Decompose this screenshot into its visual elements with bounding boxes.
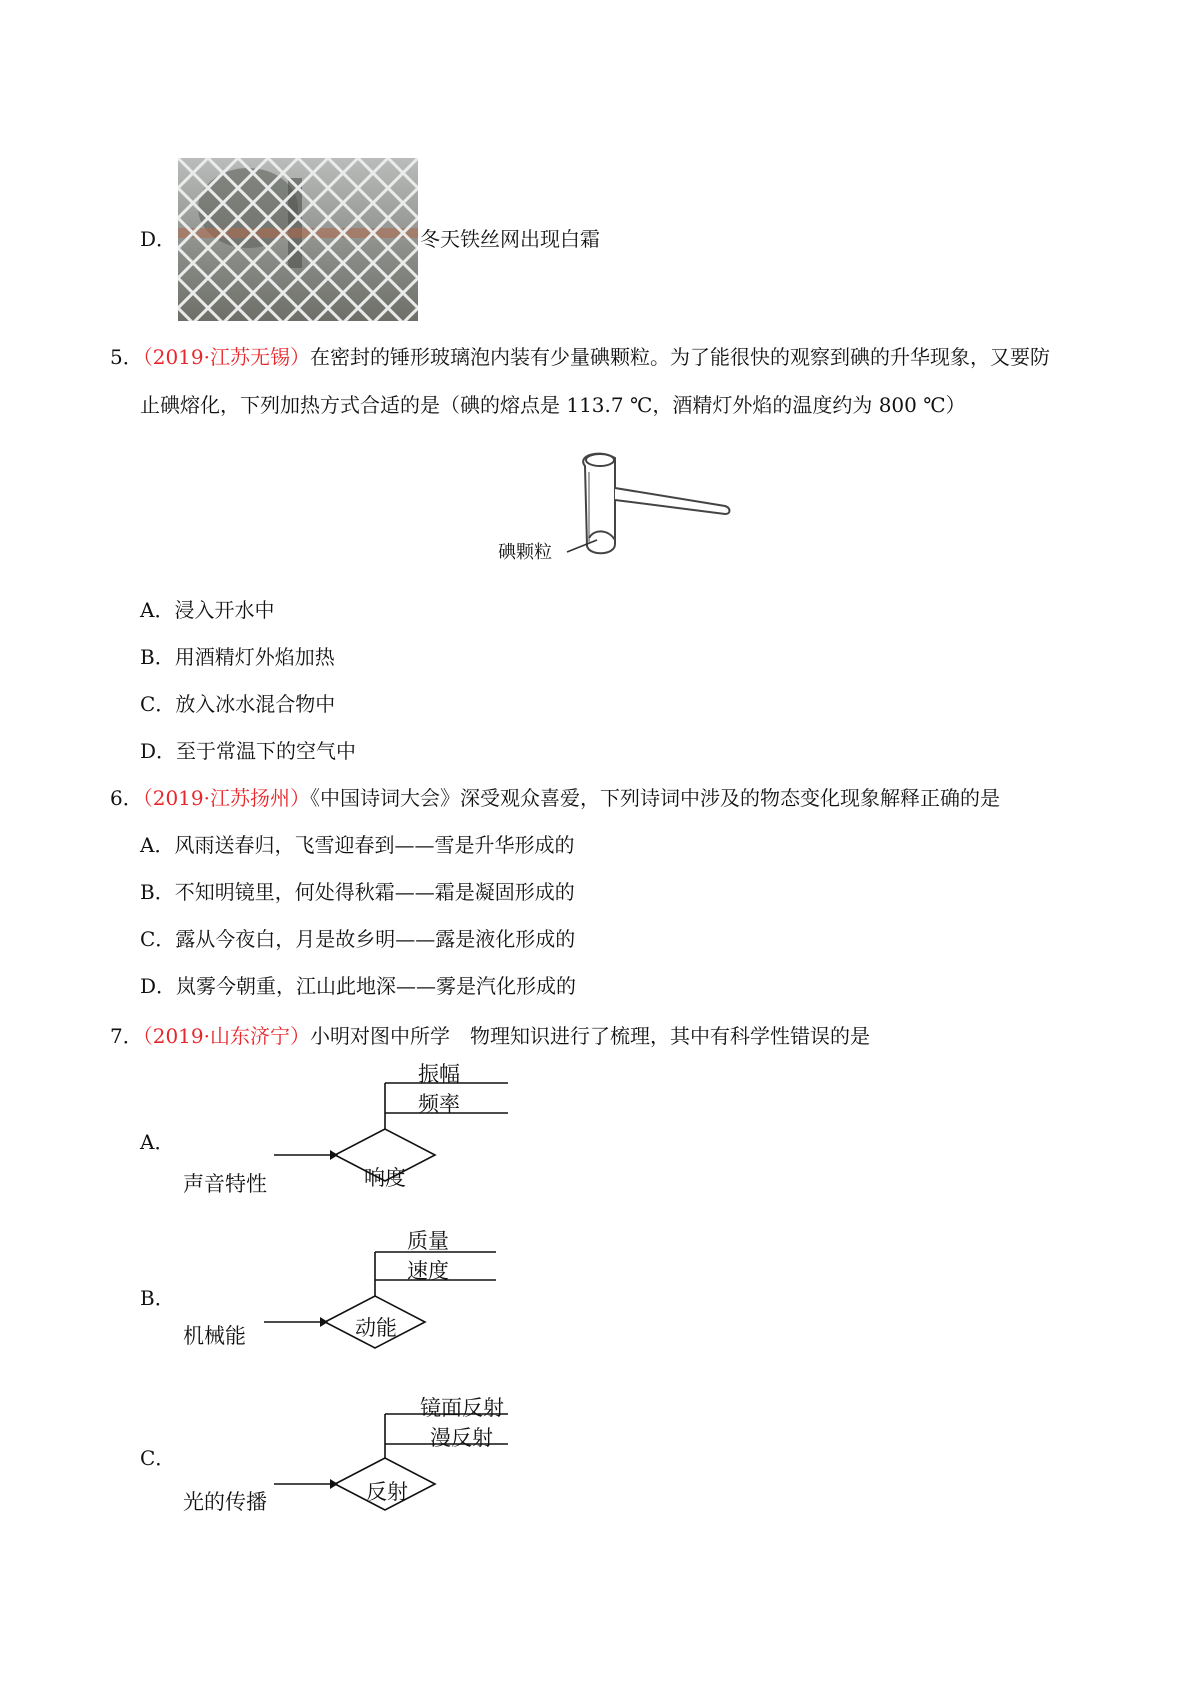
q5-number: 5． xyxy=(110,345,143,369)
q6-stem xyxy=(110,786,1000,810)
q5-stem-line2: 止碘熔化，下列加热方式合适的是（碘的熔点是 113.7 ℃，酒精灯外焰的温度约为 800 ℃） xyxy=(140,393,966,417)
q7-b-branch2: 速度 xyxy=(407,1259,449,1283)
q5-option-b xyxy=(140,645,335,669)
q5-option-c-text: 放入冰水混合物中 xyxy=(175,692,336,716)
q6-option-b xyxy=(140,880,575,904)
q7-a-root: 声音特性 xyxy=(183,1172,267,1196)
q7-a-branch1: 振幅 xyxy=(418,1062,460,1086)
q5-option-b-label: B． xyxy=(140,645,175,669)
q6-number: 6． xyxy=(110,786,143,810)
q7-c-branch2: 漫反射 xyxy=(430,1426,493,1450)
q6-option-b-label: B． xyxy=(140,880,175,904)
q5-option-d-text: 至于常温下的空气中 xyxy=(176,739,357,763)
q6-option-a-text: 风雨送春归，飞雪迎春到——雪是升华形成的 xyxy=(174,833,575,857)
q4-option-d-label: D． xyxy=(140,227,177,251)
q5-option-a-text: 浸入开水中 xyxy=(174,598,275,622)
q5-option-d-label: D． xyxy=(140,739,177,763)
q5-source: （2019·江苏无锡） xyxy=(142,345,310,369)
q6-option-c xyxy=(140,927,575,951)
q6-option-c-label: C． xyxy=(140,927,176,951)
q7-stem-text: 小明对图中所学 物理知识进行了梳理，其中有科学性错误的是 xyxy=(310,1024,870,1048)
q7-option-b-label: B． xyxy=(140,1286,175,1310)
q5-option-a xyxy=(140,598,274,622)
q6-option-b-text: 不知明镜里，何处得秋霜——霜是凝固形成的 xyxy=(174,880,575,904)
q6-option-a-label: A． xyxy=(140,833,175,857)
q7-a-node: 响度 xyxy=(364,1166,406,1190)
q6-option-d-label: D． xyxy=(140,974,177,998)
q7-b-node: 动能 xyxy=(355,1316,397,1340)
q7-option-a-label: A． xyxy=(140,1130,175,1154)
q5-option-a-label: A． xyxy=(140,598,175,622)
q6-source: （2019·江苏扬州） xyxy=(142,786,310,810)
q6-option-d-text: 岚雾今朝重，江山此地深——雾是汽化形成的 xyxy=(176,974,577,998)
q7-number: 7． xyxy=(110,1024,143,1048)
q5-stem-line1 xyxy=(110,345,1050,369)
q7-stem xyxy=(110,1024,870,1048)
q6-option-d xyxy=(140,974,576,998)
q6-option-a xyxy=(140,833,574,857)
q5-option-b-text: 用酒精灯外焰加热 xyxy=(174,645,335,669)
frost-fence-photo xyxy=(178,158,418,321)
q7-c-node: 反射 xyxy=(366,1480,408,1504)
q7-c-branch1: 镜面反射 xyxy=(420,1396,504,1420)
q7-b-root: 机械能 xyxy=(183,1324,246,1348)
q5-option-c xyxy=(140,692,335,716)
q5-option-c-label: C． xyxy=(140,692,176,716)
q5-figure-label: 碘颗粒 xyxy=(498,542,552,563)
q6-option-c-text: 露从今夜白，月是故乡明——露是液化形成的 xyxy=(175,927,576,951)
q6-stem-text: 《中国诗词大会》深受观众喜爱，下列诗词中涉及的物态变化现象解释正确的是 xyxy=(310,786,1000,810)
q7-a-branch2: 频率 xyxy=(418,1092,460,1116)
q7-source: （2019·山东济宁） xyxy=(142,1024,310,1048)
q7-c-root: 光的传播 xyxy=(183,1490,267,1514)
q4-option-d-text: 冬天铁丝网出现白霜 xyxy=(420,227,600,251)
q5-option-d xyxy=(140,739,356,763)
q7-option-c-label: C． xyxy=(140,1446,176,1470)
q5-stem-text: 在密封的锤形玻璃泡内装有少量碘颗粒。为了能很快的观察到碘的升华现象，又要防 xyxy=(310,345,1050,369)
q7-b-branch1: 质量 xyxy=(407,1229,449,1253)
